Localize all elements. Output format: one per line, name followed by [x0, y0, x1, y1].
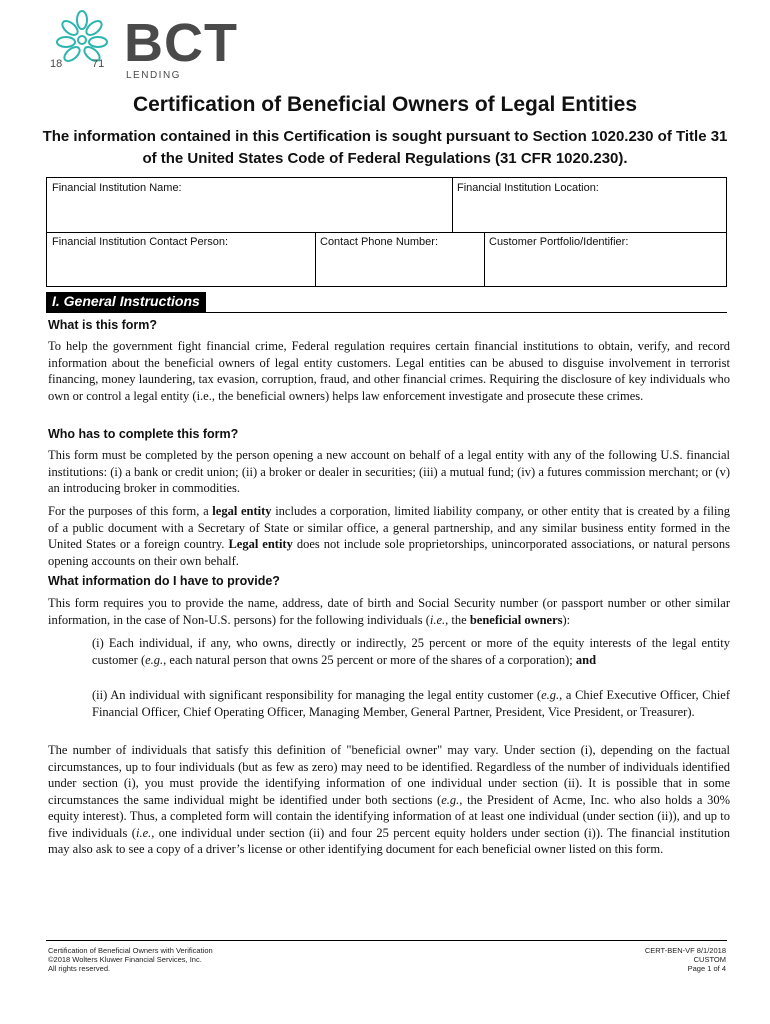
- footer-doc-name: Certification of Beneficial Owners with Verification: [48, 946, 213, 955]
- paragraph-purpose: To help the government fight financial crime, Federal regulation requires certain financial institutions to obtain, verify, and record information about the beneficial owners of legal entity customers. Legal entities can be abused to disguise involvement in terrorist financing, money laundering, tax evasion, corruption, fraud, and other financial crimes. Requiring the disclosure of key individuals who own or control a legal entity (i.e., the beneficial owners) helps law enforcement investigate and prosecute these crimes.: [48, 339, 730, 403]
- fi-contact-label: Financial Institution Contact Person:: [52, 236, 229, 248]
- phone-field[interactable]: [315, 232, 484, 287]
- footer-divider: [46, 940, 727, 941]
- institution-info-grid: [46, 177, 727, 287]
- portfolio-label: Customer Portfolio/Identifier:: [489, 236, 629, 248]
- paragraph-number-of-owners: The number of individuals that satisfy this definition of "beneficial owner" may vary. Under section (i), depending on the factual circumstances, up to four individuals (but as few as zero) may need to be identified. Regardless of the number of individuals identified under section (i), you must provide the identifying information of one individual under section (ii). It is possible that in some circumstances the same individual might be identified under both sections (e.g., the President of Acme, Inc. who also holds a 30% equity interest). Thus, a completed form will contain the identifying information of at least one individual (under section (ii)), and up to five individuals (i.e., one individual under section (ii) and four 25 percent equity holders under section (i)). The financial institution may also ask to see a copy of a driver’s license or other identifying document for each beneficial owner listed on this form.: [48, 743, 730, 856]
- bct-lending-logo: [44, 10, 244, 82]
- footer-right: [645, 946, 726, 973]
- logo-year-left: 18: [50, 58, 63, 70]
- paragraph-info-required: This form requires you to provide the name, address, date of birth and Social Security number (or passport number or other similar information, in the case of Non-U.S. persons) for the following individuals (i.e., the beneficial owners):: [48, 596, 730, 627]
- logo-subtext: LENDING: [126, 70, 181, 81]
- criterion-ownership: (i) Each individual, if any, who owns, directly or indirectly, 25 percent or more of the equity interests of the legal entity customer (e.g., each natural person that owns 25 percent or more of the shares of a corporation); and: [92, 636, 730, 667]
- document-title: Certification of Beneficial Owners of Legal Entities: [132, 93, 638, 116]
- logo-year-right: 71: [92, 58, 105, 70]
- fi-location-label: Financial Institution Location:: [457, 182, 599, 194]
- footer-form-code: CERT-BEN-VF 8/1/2018: [644, 946, 726, 955]
- fi-name-label: Financial Institution Name:: [52, 182, 182, 194]
- document-subtitle: The information contained in this Certification is sought pursuant to Section 1020.230 of Title 31 of the United States Code of Federal Regulations (31 CFR 1020.230).: [42, 128, 728, 167]
- section-title: I. General Instructions: [46, 292, 206, 312]
- section-header: [46, 292, 727, 313]
- criterion-control: (ii) An individual with significant responsibility for managing the legal entity customer (e.g., a Chief Executive Officer, Chief Financial Officer, Chief Operating Officer, Managing Member, General Partner, President, Vice President, or Treasurer).: [92, 688, 731, 719]
- paragraph-legal-entity: For the purposes of this form, a legal entity includes a corporation, limited liability company, or other entity that is created by a filing of a public document with a Secretary of State or similar office, a general partnership, and any similar business entity formed in the United States or a foreign country. Legal entity does not include sole proprietorships, unincorporated associations, or natural persons opening accounts on their own behalf.: [48, 504, 730, 568]
- footer-page-number: Page 1 of 4: [687, 964, 726, 973]
- fi-location-field[interactable]: [452, 178, 727, 232]
- fi-name-field[interactable]: [47, 178, 452, 232]
- paragraph-who: This form must be completed by the person opening a new account on behalf of a legal entity with any of the following U.S. financial institutions: (i) a bank or credit union; (ii) a broker or dealer in securities; (iii) a mutual fund; (iv) a futures commission merchant; or (v) an introducing broker in commodities.: [48, 448, 730, 495]
- footer-rights: All rights reserved.: [48, 964, 111, 973]
- phone-label: Contact Phone Number:: [320, 236, 439, 248]
- footer-custom: CUSTOM: [693, 955, 726, 964]
- question-what-is-form: What is this form?: [48, 318, 158, 332]
- question-what-info: What information do I have to provide?: [48, 574, 280, 588]
- portfolio-field[interactable]: [484, 232, 727, 287]
- logo-brand: BCT: [124, 13, 238, 73]
- question-who-completes: Who has to complete this form?: [48, 427, 239, 441]
- footer-copyright: ©2018 Wolters Kluwer Financial Services, Inc.: [48, 955, 202, 964]
- footer-left: [48, 946, 213, 973]
- fi-contact-field[interactable]: [47, 232, 315, 287]
